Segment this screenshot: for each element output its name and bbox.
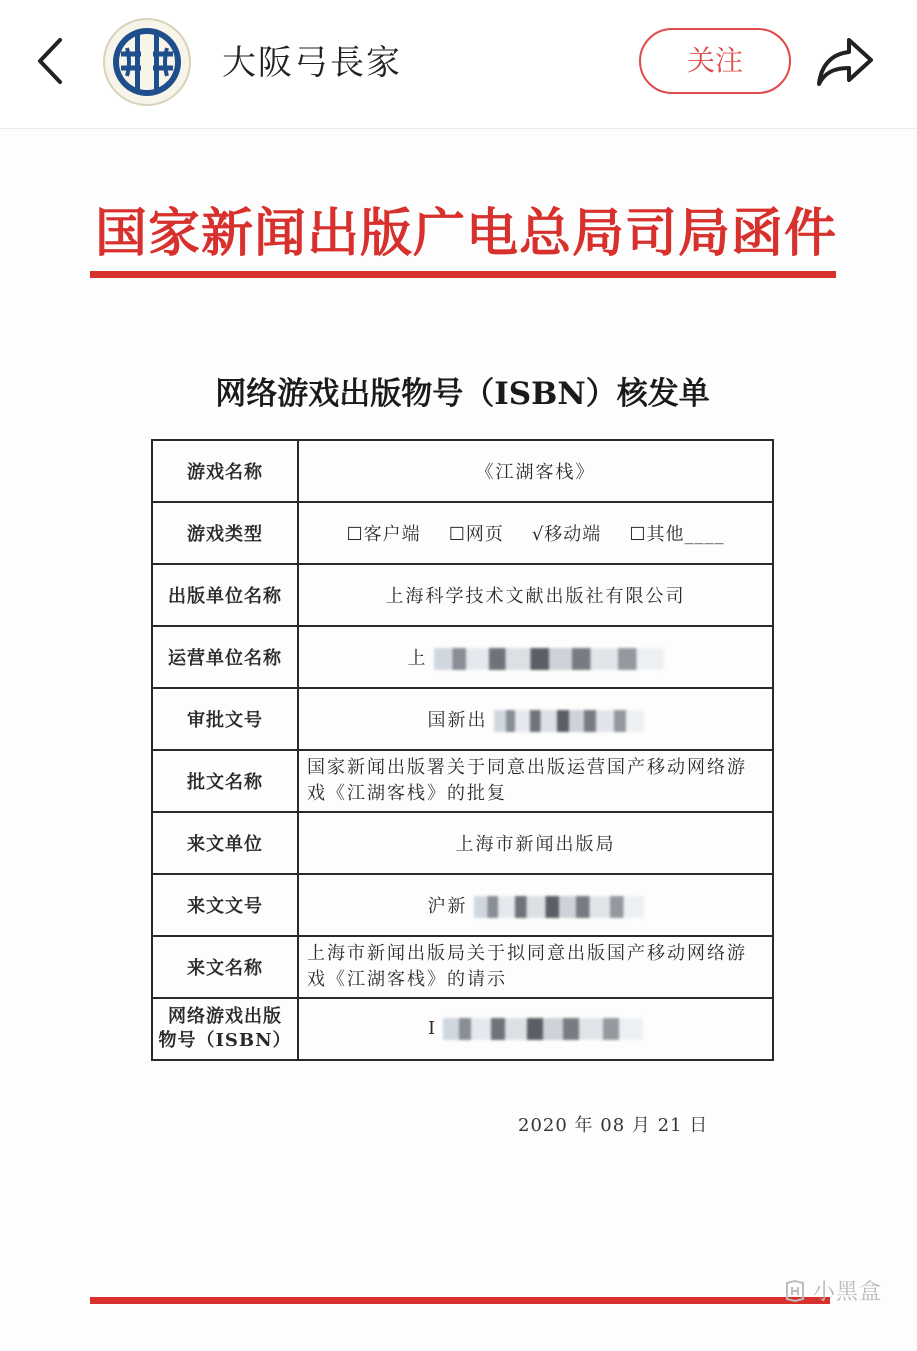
redaction-mosaic	[443, 1018, 643, 1040]
row-label: 游戏类型	[152, 502, 298, 564]
table-row	[152, 564, 773, 626]
row-label-isbn	[152, 998, 298, 1060]
watermark-text: 小黑盒	[813, 1280, 883, 1305]
table-row	[152, 626, 773, 688]
row-label: 运营单位名称	[152, 626, 298, 688]
letterhead-title: 国家新闻出版广电总局司局函件	[95, 203, 838, 264]
row-value-prefix: 国新出	[427, 710, 488, 731]
table-row	[152, 874, 773, 936]
xiaoheihe-logo-icon	[783, 1279, 807, 1303]
table-row	[152, 688, 773, 750]
row-label: 出版单位名称	[152, 564, 298, 626]
row-value: 上海市新闻出版局	[298, 812, 773, 874]
back-button[interactable]	[28, 36, 74, 86]
row-label: 来文名称	[152, 936, 298, 998]
avatar-logo-icon	[105, 20, 189, 104]
redaction-mosaic	[434, 648, 664, 670]
row-value-redacted	[298, 688, 773, 750]
row-label: 游戏名称	[152, 440, 298, 502]
watermark	[783, 1275, 882, 1306]
table-row	[152, 998, 773, 1060]
row-label: 来文文号	[152, 874, 298, 936]
row-label-line1: 网络游戏出版	[168, 1006, 282, 1027]
account-avatar[interactable]	[103, 18, 191, 106]
row-value-prefix: 沪新	[427, 896, 468, 917]
redaction-mosaic	[494, 710, 644, 732]
row-value: 《江湖客栈》	[298, 440, 773, 502]
redaction-mosaic	[474, 896, 644, 918]
row-value: 上海市新闻出版局关于拟同意出版国产移动网络游戏《江湖客栈》的请示	[298, 936, 773, 998]
row-label: 批文名称	[152, 750, 298, 812]
red-divider-top	[90, 271, 836, 278]
red-divider-bottom	[90, 1297, 830, 1304]
row-value-redacted	[298, 626, 773, 688]
account-name[interactable]: 大阪弓長家	[222, 43, 402, 83]
table-row	[152, 502, 773, 564]
document-image	[0, 129, 917, 1351]
row-label-line2: 物号（ISBN）	[158, 1030, 292, 1051]
row-value-prefix: 上	[407, 648, 428, 669]
table-row	[152, 812, 773, 874]
row-label: 来文单位	[152, 812, 298, 874]
share-button[interactable]	[815, 34, 875, 90]
row-value-redacted	[298, 874, 773, 936]
row-value: 上海科学技术文献出版社有限公司	[298, 564, 773, 626]
follow-button[interactable]: 关注	[639, 28, 791, 94]
table-row	[152, 750, 773, 812]
form-title: 网络游戏出版物号（ISBN）核发单	[215, 376, 710, 412]
chevron-left-icon	[28, 36, 74, 86]
option-mobile: √移动端	[531, 524, 602, 545]
game-type-options	[298, 502, 773, 564]
table-row	[152, 936, 773, 998]
option-client: ☐客户端	[346, 524, 421, 545]
top-app-bar	[0, 0, 917, 129]
row-value-prefix: I	[427, 1018, 438, 1039]
isbn-form-table	[151, 439, 774, 1061]
row-value: 国家新闻出版署关于同意出版运营国产移动网络游戏《江湖客栈》的批复	[298, 750, 773, 812]
row-value-redacted	[298, 998, 773, 1060]
table-row	[152, 440, 773, 502]
issue-date: 2020 年 08 月 21 日	[518, 1115, 709, 1136]
row-label: 审批文号	[152, 688, 298, 750]
option-web: ☐网页	[448, 524, 504, 545]
share-arrow-icon	[815, 34, 875, 90]
option-other: ☐其他____	[629, 524, 725, 545]
